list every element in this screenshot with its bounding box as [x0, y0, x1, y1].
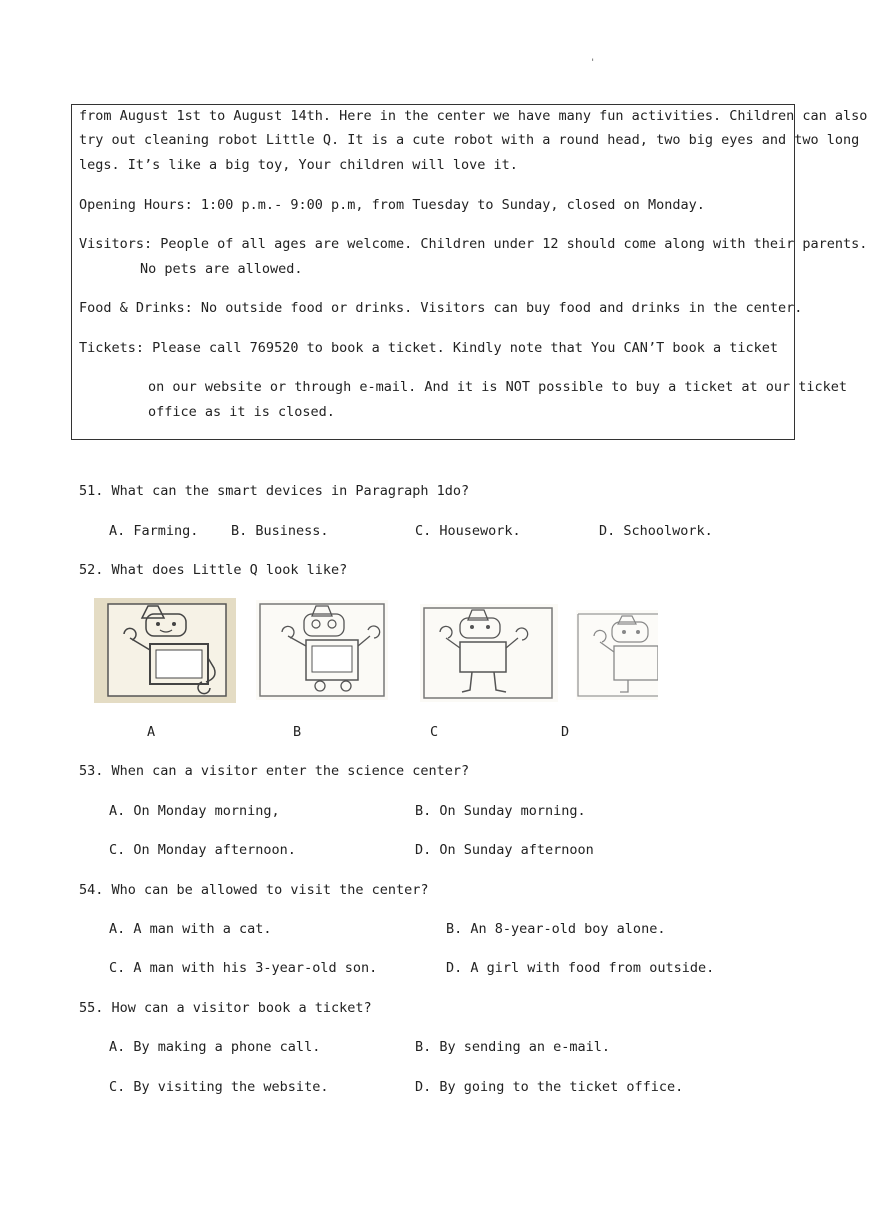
- robot-image-d: [576, 610, 658, 700]
- option-b: B. Business.: [231, 523, 329, 539]
- image-label-b: B: [293, 724, 302, 740]
- question-53: 53. When can a visitor enter the science center?: [79, 763, 470, 779]
- question-52: 52. What does Little Q look like?: [79, 562, 348, 578]
- food-drinks: Food & Drinks: No outside food or drinks. Visitors can buy food and drinks in the center.: [79, 300, 803, 316]
- notice-intro-line: legs. It’s like a big toy, Your children will love it.: [79, 157, 518, 173]
- question-51: 51. What can the smart devices in Paragraph 1do?: [79, 483, 470, 499]
- option-d: D. On Sunday afternoon: [415, 842, 594, 858]
- option-b: B. By sending an e-mail.: [415, 1039, 611, 1055]
- option-d: D. Schoolwork.: [599, 523, 713, 539]
- question-55: 55. How can a visitor book a ticket?: [79, 1000, 372, 1016]
- notice-intro-line: from August 1st to August 14th. Here in the center we have many fun activities. Children can also: [79, 108, 868, 124]
- header-mark: ': [590, 58, 596, 68]
- robot-image-a: [94, 598, 236, 703]
- option-a: A. On Monday morning,: [109, 803, 280, 819]
- robot-image-b: [256, 600, 388, 700]
- image-label-c: C: [430, 724, 439, 740]
- opening-hours: Opening Hours: 1:00 p.m.- 9:00 p.m, from Tuesday to Sunday, closed on Monday.: [79, 197, 705, 213]
- option-a: A. Farming.: [109, 523, 199, 539]
- option-a: A. A man with a cat.: [109, 921, 272, 937]
- image-label-a: A: [147, 724, 156, 740]
- visitors-line: No pets are allowed.: [140, 261, 303, 277]
- option-a: A. By making a phone call.: [109, 1039, 321, 1055]
- tickets-line: office as it is closed.: [148, 404, 335, 420]
- option-d: D. By going to the ticket office.: [415, 1079, 684, 1095]
- option-d: D. A girl with food from outside.: [446, 960, 715, 976]
- option-b: B. An 8-year-old boy alone.: [446, 921, 666, 937]
- tickets-line: on our website or through e-mail. And it is NOT possible to buy a ticket at our ticket: [148, 379, 847, 395]
- option-c: C. By visiting the website.: [109, 1079, 329, 1095]
- option-c: C. Housework.: [415, 523, 521, 539]
- option-b: B. On Sunday morning.: [415, 803, 586, 819]
- robot-image-c: [420, 604, 558, 702]
- notice-intro-line: try out cleaning robot Little Q. It is a cute robot with a round head, two big eyes and two long: [79, 132, 860, 148]
- option-c: C. On Monday afternoon.: [109, 842, 296, 858]
- question-54: 54. Who can be allowed to visit the center?: [79, 882, 429, 898]
- tickets-line: Tickets: Please call 769520 to book a ticket. Kindly note that You CAN’T book a ticket: [79, 340, 778, 356]
- visitors-line: Visitors: People of all ages are welcome. Children under 12 should come along with their parents.: [79, 236, 868, 252]
- option-c: C. A man with his 3-year-old son.: [109, 960, 378, 976]
- image-label-d: D: [561, 724, 570, 740]
